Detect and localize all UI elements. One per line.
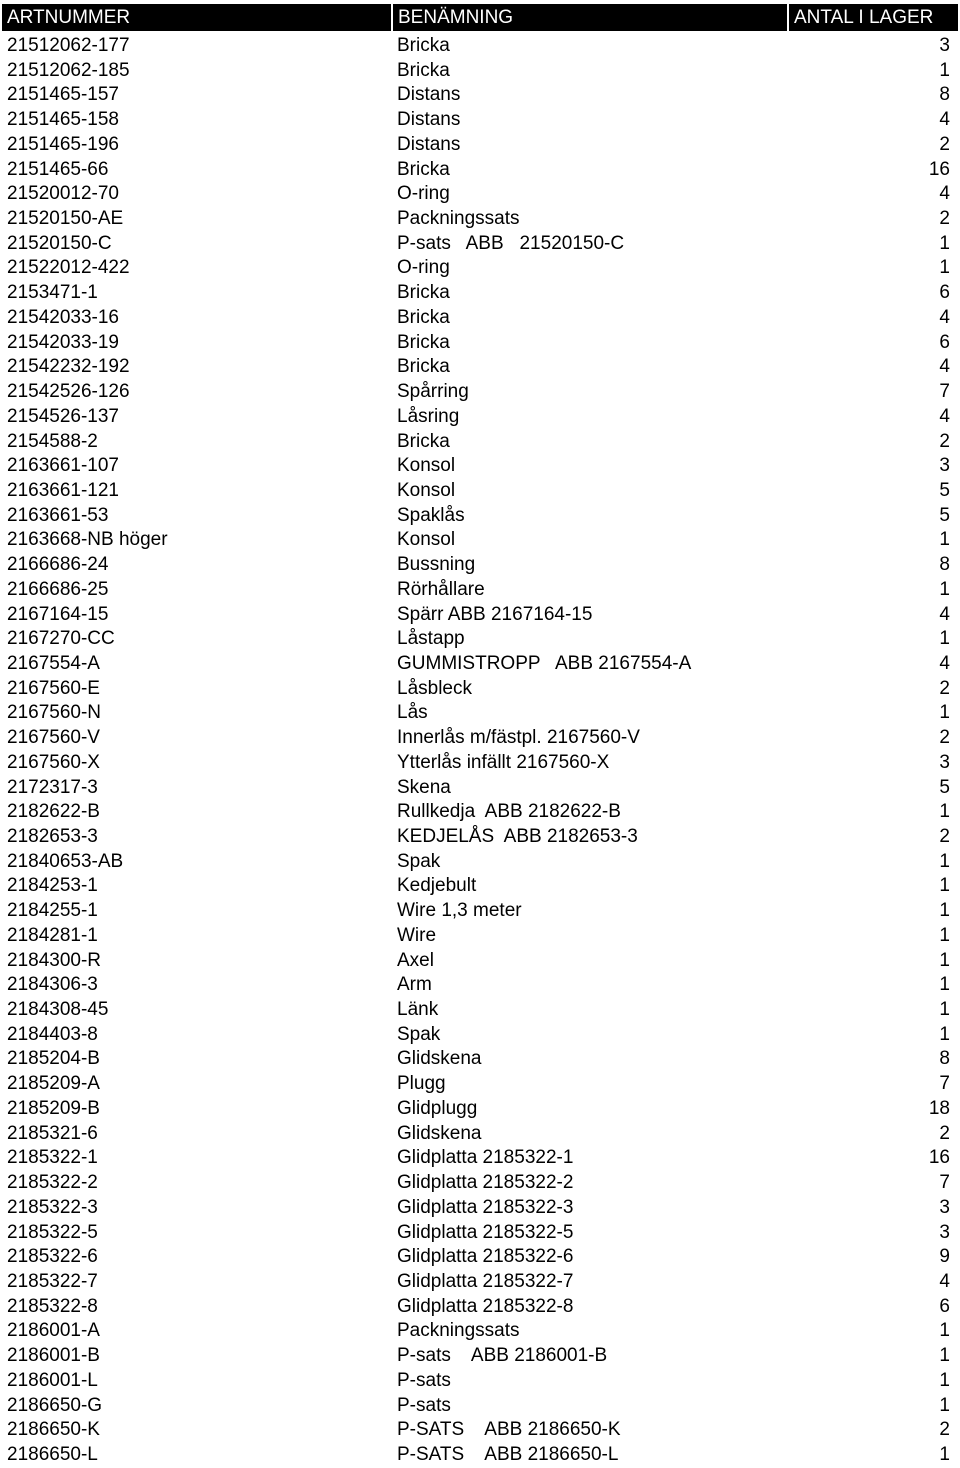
table-row [0, 751, 960, 776]
table-row [0, 504, 960, 529]
cell-benamning: Glidplatta 2185322-2 [397, 1172, 574, 1194]
cell-antal: 2 [939, 133, 950, 155]
cell-benamning: O-ring [397, 257, 450, 279]
table-row [0, 1097, 960, 1122]
cell-antal: 9 [939, 1246, 950, 1268]
table-row [0, 1122, 960, 1147]
cell-benamning: Låsbleck [397, 677, 472, 699]
cell-artnummer: 2186650-K [7, 1419, 100, 1441]
table-row [0, 899, 960, 924]
table-row [0, 158, 960, 183]
table-row [0, 1418, 960, 1443]
cell-antal: 1 [939, 232, 950, 254]
table-row [0, 133, 960, 158]
cell-benamning: Länk [397, 999, 439, 1021]
table-row [0, 430, 960, 455]
cell-artnummer: 2184281-1 [7, 924, 98, 946]
cell-artnummer: 2163661-121 [7, 479, 119, 501]
cell-benamning: Konsol [397, 479, 456, 501]
cell-benamning: Glidplatta 2185322-1 [397, 1147, 574, 1169]
cell-antal: 4 [939, 1270, 950, 1292]
table-row [0, 627, 960, 652]
cell-benamning: Arm [397, 974, 432, 996]
table-row [0, 1146, 960, 1171]
cell-benamning: Rörhållare [397, 578, 485, 600]
cell-benamning: Skena [397, 776, 451, 798]
cell-artnummer: 2184403-8 [7, 1023, 98, 1045]
table-row [0, 108, 960, 133]
cell-artnummer: 2186650-L [7, 1443, 98, 1465]
cell-benamning: Glidskena [397, 1122, 482, 1144]
cell-artnummer: 2163668-NB höger [7, 529, 168, 551]
cell-benamning: Bussning [397, 554, 476, 576]
cell-antal: 1 [939, 999, 950, 1021]
cell-artnummer: 21542526-126 [7, 381, 130, 403]
cell-artnummer: 21840653-AB [7, 850, 124, 872]
column-header-benamning: BENÄMNING [393, 4, 787, 31]
cell-benamning: P-SATS ABB 2186650-K [397, 1419, 621, 1441]
table-row [0, 1270, 960, 1295]
table-row [0, 1072, 960, 1097]
cell-antal: 1 [939, 900, 950, 922]
cell-artnummer: 2185204-B [7, 1048, 100, 1070]
table-row [0, 973, 960, 998]
cell-benamning: Bricka [397, 59, 450, 81]
table-row [0, 701, 960, 726]
cell-artnummer: 2172317-3 [7, 776, 98, 798]
cell-artnummer: 2166686-25 [7, 578, 109, 600]
table-row [0, 998, 960, 1023]
cell-artnummer: 21520150-C [7, 232, 112, 254]
cell-antal: 1 [939, 949, 950, 971]
table-row [0, 232, 960, 257]
cell-benamning: Plugg [397, 1073, 446, 1095]
table-row [0, 1369, 960, 1394]
cell-artnummer: 2186001-B [7, 1345, 100, 1367]
cell-benamning: Bricka [397, 356, 450, 378]
cell-antal: 8 [939, 554, 950, 576]
cell-antal: 1 [939, 924, 950, 946]
cell-antal: 16 [928, 158, 950, 180]
table-row [0, 800, 960, 825]
table-row [0, 1221, 960, 1246]
table-row [0, 1171, 960, 1196]
cell-artnummer: 2185322-1 [7, 1147, 98, 1169]
cell-artnummer: 2166686-24 [7, 554, 109, 576]
cell-artnummer: 2184255-1 [7, 900, 98, 922]
table-row [0, 1023, 960, 1048]
cell-benamning: P-sats [397, 1369, 451, 1391]
cell-artnummer: 2151465-66 [7, 158, 109, 180]
cell-artnummer: 2163661-107 [7, 455, 119, 477]
table-row [0, 652, 960, 677]
cell-antal: 2 [939, 727, 950, 749]
cell-benamning: Spaklås [397, 504, 465, 526]
cell-benamning: Ytterlås infällt 2167560-X [397, 751, 610, 773]
column-header-antal: ANTAL I LAGER [789, 4, 958, 31]
cell-antal: 3 [939, 1196, 950, 1218]
cell-artnummer: 2184300-R [7, 949, 102, 971]
cell-benamning: Wire [397, 924, 437, 946]
table-row [0, 1394, 960, 1419]
cell-antal: 2 [939, 1122, 950, 1144]
table-row [0, 281, 960, 306]
cell-benamning: O-ring [397, 183, 450, 205]
cell-antal: 5 [939, 504, 950, 526]
cell-artnummer: 2167560-X [7, 751, 100, 773]
table-row [0, 1443, 960, 1468]
cell-benamning: Spak [397, 850, 441, 872]
cell-antal: 1 [939, 801, 950, 823]
cell-artnummer: 2154526-137 [7, 405, 119, 427]
cell-antal: 3 [939, 455, 950, 477]
cell-antal: 4 [939, 109, 950, 131]
cell-antal: 16 [928, 1147, 950, 1169]
cell-benamning: Glidplatta 2185322-5 [397, 1221, 574, 1243]
cell-artnummer: 2167270-CC [7, 628, 115, 650]
cell-antal: 5 [939, 776, 950, 798]
cell-antal: 7 [939, 1073, 950, 1095]
cell-antal: 6 [939, 331, 950, 353]
cell-artnummer: 2167560-V [7, 727, 100, 749]
cell-benamning: P-sats [397, 1394, 451, 1416]
table-row [0, 726, 960, 751]
cell-benamning: Distans [397, 133, 461, 155]
cell-artnummer: 21542033-19 [7, 331, 119, 353]
cell-artnummer: 2151465-157 [7, 84, 119, 106]
cell-artnummer: 2151465-158 [7, 109, 119, 131]
cell-benamning: Glidskena [397, 1048, 482, 1070]
cell-antal: 2 [939, 677, 950, 699]
cell-artnummer: 2182653-3 [7, 826, 98, 847]
table-row [0, 479, 960, 504]
table-row [0, 1196, 960, 1221]
cell-benamning: KEDJELÅS ABB 2182653-3 [397, 826, 638, 847]
table-row [0, 1344, 960, 1369]
cell-artnummer: 2185209-B [7, 1097, 100, 1119]
cell-artnummer: 2185322-8 [7, 1295, 98, 1317]
table-row [0, 850, 960, 875]
cell-benamning: Konsol [397, 529, 456, 551]
table-row [0, 1319, 960, 1344]
cell-benamning: Spak [397, 1023, 441, 1045]
table-row [0, 182, 960, 207]
cell-benamning: Spårring [397, 381, 469, 403]
cell-benamning: Packningssats [397, 208, 520, 230]
cell-antal: 3 [939, 751, 950, 773]
table-row [0, 405, 960, 430]
cell-antal: 2 [939, 208, 950, 230]
cell-artnummer: 2167554-A [7, 652, 100, 674]
cell-artnummer: 2184308-45 [7, 999, 109, 1021]
table-row [0, 949, 960, 974]
cell-benamning: GUMMISTROPP ABB 2167554-A [397, 652, 692, 674]
table-row [0, 331, 960, 356]
table-row [0, 256, 960, 281]
cell-artnummer: 2167560-E [7, 677, 100, 699]
cell-artnummer: 2185322-7 [7, 1270, 98, 1292]
cell-benamning: Glidplatta 2185322-3 [397, 1196, 574, 1218]
cell-artnummer: 2182622-B [7, 801, 100, 823]
table-row [0, 578, 960, 603]
cell-benamning: P-SATS ABB 2186650-L [397, 1443, 619, 1465]
cell-antal: 3 [939, 1221, 950, 1243]
cell-artnummer: 2167560-N [7, 702, 102, 724]
cell-antal: 4 [939, 306, 950, 328]
cell-antal: 1 [939, 529, 950, 551]
cell-benamning: Rullkedja ABB 2182622-B [397, 801, 621, 823]
table-row [0, 454, 960, 479]
cell-artnummer: 21520150-AE [7, 208, 124, 230]
cell-artnummer: 2153471-1 [7, 282, 98, 304]
cell-antal: 1 [939, 702, 950, 724]
cell-artnummer: 2186650-G [7, 1394, 103, 1416]
cell-antal: 8 [939, 1048, 950, 1070]
cell-antal: 1 [939, 1023, 950, 1045]
cell-antal: 4 [939, 405, 950, 427]
cell-benamning: Innerlås m/fästpl. 2167560-V [397, 727, 640, 749]
cell-artnummer: 21512062-185 [7, 59, 130, 81]
cell-antal: 5 [939, 479, 950, 501]
cell-artnummer: 2184253-1 [7, 875, 98, 897]
cell-artnummer: 21542232-192 [7, 356, 130, 378]
cell-benamning: P-sats ABB 2186001-B [397, 1345, 608, 1367]
cell-artnummer: 21512062-177 [7, 35, 130, 56]
cell-antal: 2 [939, 430, 950, 452]
cell-artnummer: 2154588-2 [7, 430, 98, 452]
cell-benamning: P-sats ABB 21520150-C [397, 232, 625, 254]
table-row [0, 924, 960, 949]
table-row [0, 677, 960, 702]
cell-benamning: Bricka [397, 306, 450, 328]
cell-antal: 1 [939, 875, 950, 897]
cell-antal: 1 [939, 628, 950, 650]
cell-antal: 3 [939, 35, 950, 56]
cell-antal: 2 [939, 1419, 950, 1441]
cell-antal: 6 [939, 282, 950, 304]
table-row [0, 553, 960, 578]
table-row [0, 207, 960, 232]
cell-artnummer: 21520012-70 [7, 183, 119, 205]
cell-antal: 1 [939, 850, 950, 872]
cell-antal: 1 [939, 1369, 950, 1391]
table-row [0, 1295, 960, 1320]
cell-benamning: Glidplugg [397, 1097, 478, 1119]
cell-antal: 4 [939, 356, 950, 378]
cell-benamning: Låstapp [397, 628, 465, 650]
cell-antal: 7 [939, 381, 950, 403]
table-row [0, 306, 960, 331]
cell-antal: 1 [939, 1345, 950, 1367]
cell-artnummer: 2186001-L [7, 1369, 98, 1391]
table-row [0, 34, 960, 59]
table-row [0, 83, 960, 108]
table-row [0, 1245, 960, 1270]
table-body [0, 34, 960, 1468]
cell-antal: 4 [939, 603, 950, 625]
cell-antal: 1 [939, 974, 950, 996]
cell-benamning: Bricka [397, 35, 450, 56]
cell-benamning: Wire 1,3 meter [397, 900, 522, 922]
cell-benamning: Distans [397, 84, 461, 106]
cell-benamning: Kedjebult [397, 875, 477, 897]
cell-benamning: Distans [397, 109, 461, 131]
cell-artnummer: 2185209-A [7, 1073, 100, 1095]
cell-antal: 4 [939, 652, 950, 674]
cell-antal: 1 [939, 257, 950, 279]
table-row [0, 59, 960, 84]
cell-artnummer: 2185322-2 [7, 1172, 98, 1194]
cell-benamning: Glidplatta 2185322-7 [397, 1270, 574, 1292]
cell-artnummer: 2185322-3 [7, 1196, 98, 1218]
table-row [0, 1047, 960, 1072]
cell-benamning: Bricka [397, 430, 450, 452]
cell-antal: 1 [939, 1394, 950, 1416]
cell-benamning: Bricka [397, 282, 450, 304]
cell-antal: 1 [939, 1320, 950, 1342]
table-header [2, 4, 958, 31]
cell-artnummer: 2163661-53 [7, 504, 109, 526]
table-row [0, 355, 960, 380]
cell-artnummer: 2151465-196 [7, 133, 119, 155]
cell-benamning: Glidplatta 2185322-6 [397, 1246, 574, 1268]
cell-artnummer: 2185322-5 [7, 1221, 98, 1243]
cell-antal: 18 [928, 1097, 950, 1119]
cell-benamning: Bricka [397, 331, 450, 353]
cell-artnummer: 2186001-A [7, 1320, 100, 1342]
cell-benamning: Spärr ABB 2167164-15 [397, 603, 593, 625]
cell-benamning: Axel [397, 949, 434, 971]
cell-antal: 4 [939, 183, 950, 205]
cell-antal: 1 [939, 1443, 950, 1465]
cell-antal: 6 [939, 1295, 950, 1317]
cell-artnummer: 2167164-15 [7, 603, 109, 625]
cell-antal: 2 [939, 826, 950, 847]
cell-antal: 7 [939, 1172, 950, 1194]
cell-benamning: Packningssats [397, 1320, 520, 1342]
cell-benamning: Glidplatta 2185322-8 [397, 1295, 574, 1317]
column-header-artnummer: ARTNUMMER [2, 4, 391, 31]
cell-benamning: Lås [397, 702, 428, 724]
cell-antal: 1 [939, 59, 950, 81]
cell-artnummer: 21522012-422 [7, 257, 130, 279]
table-row [0, 603, 960, 628]
cell-benamning: Konsol [397, 455, 456, 477]
cell-antal: 8 [939, 84, 950, 106]
table-row [0, 825, 960, 850]
cell-artnummer: 21542033-16 [7, 306, 119, 328]
cell-benamning: Låsring [397, 405, 460, 427]
cell-antal: 1 [939, 578, 950, 600]
cell-benamning: Bricka [397, 158, 450, 180]
table-row [0, 528, 960, 553]
table-row [0, 776, 960, 801]
cell-artnummer: 2185321-6 [7, 1122, 98, 1144]
table-row [0, 380, 960, 405]
cell-artnummer: 2185322-6 [7, 1246, 98, 1268]
cell-artnummer: 2184306-3 [7, 974, 98, 996]
table-row [0, 874, 960, 899]
